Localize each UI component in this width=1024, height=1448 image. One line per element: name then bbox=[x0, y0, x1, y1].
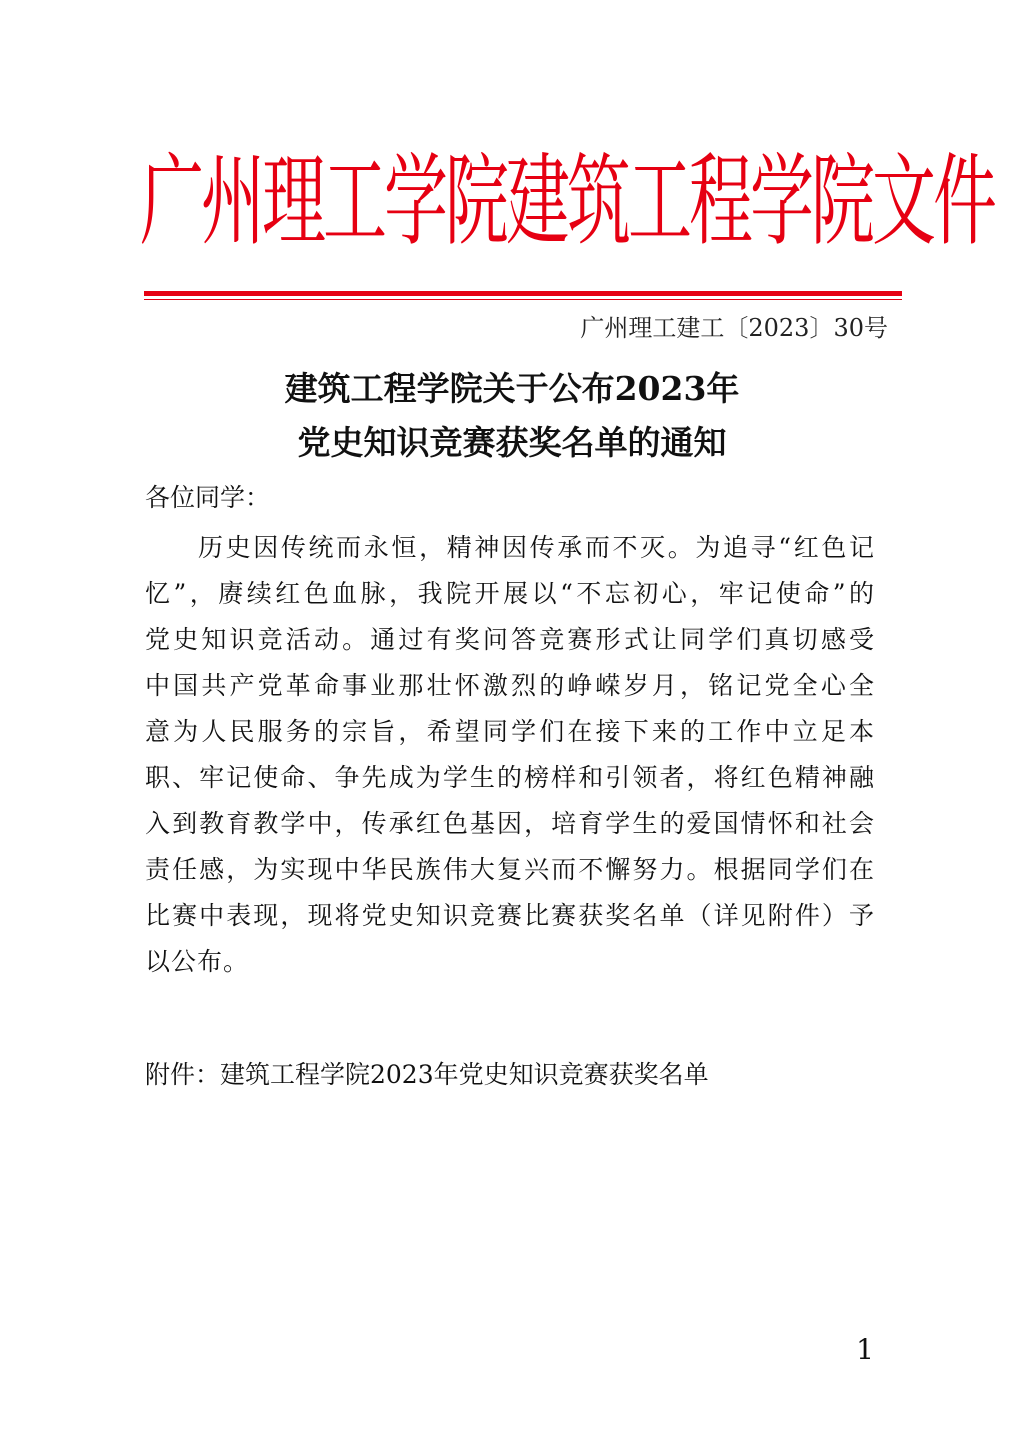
body-line: 以公布。 bbox=[145, 947, 250, 976]
body-line: 入到教育教学中，传承红色基因，培育学生的爱国情怀和社会 bbox=[145, 809, 875, 838]
document-number: 广州理工建工〔2023〕30号 bbox=[580, 314, 888, 342]
body-line: 职、牢记使命、争先成为学生的榜样和引领者，将红色精神融 bbox=[145, 763, 875, 792]
body-line: 意为人民服务的宗旨，希望同学们在接下来的工作中立足本 bbox=[145, 717, 875, 746]
notice-title-line-1: 建筑工程学院关于公布2023年 bbox=[284, 369, 740, 408]
body-line: 中国共产党革命事业那壮怀激烈的峥嵘岁月，铭记党全心全 bbox=[145, 671, 875, 700]
body-line: 忆”，赓续红色血脉，我院开展以“不忘初心，牢记使命”的 bbox=[145, 579, 875, 608]
salutation: 各位同学： bbox=[145, 483, 271, 512]
masthead-red-rule-thick bbox=[144, 291, 902, 296]
body-line: 责任感，为实现中华民族伟大复兴而不懈努力。根据同学们在 bbox=[145, 855, 875, 884]
masthead-red-rule-thin bbox=[144, 299, 902, 300]
body-line: 比赛中表现，现将党史知识竞赛比赛获奖名单（详见附件）予 bbox=[145, 901, 875, 930]
body-line: 党史知识竞活动。通过有奖问答竞赛形式让同学们真切感受 bbox=[145, 625, 875, 654]
masthead-title: 广州理工学院建筑工程学院文件 bbox=[140, 145, 994, 261]
attachment-note: 附件：建筑工程学院2023年党史知识竞赛获奖名单 bbox=[145, 1060, 709, 1089]
body-line: 历史因传统而永恒，精神因传承而不灭。为追寻“红色记 bbox=[198, 533, 875, 562]
notice-title-line-2: 党史知识竞赛获奖名单的通知 bbox=[297, 423, 727, 462]
page-number: 1 bbox=[856, 1333, 874, 1366]
